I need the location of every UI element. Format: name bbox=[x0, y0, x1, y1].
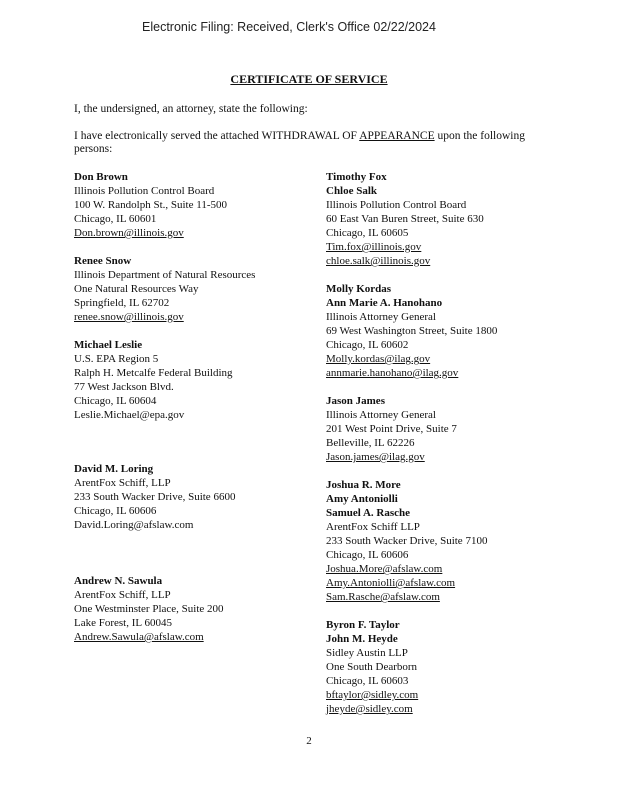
recipient-email-link[interactable]: Jason.james@ilag.gov bbox=[326, 451, 425, 463]
recipient-city: Chicago, IL 60604 bbox=[74, 395, 157, 407]
recipient-name: Samuel A. Rasche bbox=[326, 507, 411, 519]
recipient-name: David M. Loring bbox=[74, 463, 154, 475]
recipient-org: Illinois Attorney General bbox=[326, 311, 436, 323]
recipient-email-link[interactable]: Sam.Rasche@afslaw.com bbox=[326, 591, 440, 603]
recipient-address: One South Dearborn bbox=[326, 661, 418, 673]
recipients-right-column bbox=[326, 170, 586, 716]
recipient-city: Chicago, IL 60603 bbox=[326, 675, 409, 687]
recipient-email-link[interactable]: Tim.fox@illinois.gov bbox=[326, 241, 422, 253]
recipient-address: 77 West Jackson Blvd. bbox=[74, 381, 174, 393]
recipient-email-link[interactable]: chloe.salk@illinois.gov bbox=[326, 255, 431, 267]
recipient-city: Chicago, IL 60606 bbox=[74, 505, 157, 517]
service-statement bbox=[74, 130, 544, 156]
recipient-address: One Natural Resources Way bbox=[74, 283, 199, 295]
electronic-filing-stamp: Electronic Filing: Received, Clerk's Office 02/22/2024 bbox=[142, 20, 436, 34]
recipient-org: Sidley Austin LLP bbox=[326, 647, 408, 659]
recipient-email-link[interactable]: renee.snow@illinois.gov bbox=[74, 311, 184, 323]
recipient-name: Don Brown bbox=[74, 171, 128, 183]
recipient-address: 60 East Van Buren Street, Suite 630 bbox=[326, 213, 484, 225]
recipient-email-link[interactable]: Amy.Antoniolli@afslaw.com bbox=[326, 577, 456, 589]
service-text-underlined: APPEARANCE bbox=[359, 130, 435, 142]
service-text-after: upon the following persons: bbox=[74, 130, 526, 155]
recipient-email-link[interactable]: bftaylor@sidley.com bbox=[326, 689, 419, 701]
recipient-email-text: David.Loring@afslaw.com bbox=[74, 519, 194, 531]
recipient-org: Illinois Department of Natural Resources bbox=[74, 269, 256, 281]
recipient-org: ArentFox Schiff, LLP bbox=[74, 477, 171, 489]
recipient-email-text: Leslie.Michael@epa.gov bbox=[74, 409, 185, 421]
recipient-city: Chicago, IL 60606 bbox=[326, 549, 409, 561]
recipient-name: Joshua R. More bbox=[326, 479, 401, 491]
recipient-org: ArentFox Schiff, LLP bbox=[74, 589, 171, 601]
recipient-block-more-antoniolli-rasche bbox=[326, 478, 586, 618]
service-text-before: I have electronically served the attached WITHDRAWAL OF bbox=[74, 130, 360, 142]
recipient-name: John M. Heyde bbox=[326, 633, 398, 645]
recipient-name: Chloe Salk bbox=[326, 185, 378, 197]
recipient-block-david-loring bbox=[74, 462, 314, 574]
recipient-name: Jason James bbox=[326, 395, 385, 407]
intro-statement: I, the undersigned, an attorney, state the following: bbox=[74, 103, 308, 115]
recipient-org: Illinois Pollution Control Board bbox=[326, 199, 467, 211]
recipients-left-column bbox=[74, 170, 314, 644]
recipient-name: Michael Leslie bbox=[74, 339, 143, 351]
recipient-email-link[interactable]: annmarie.hanohano@ilag.gov bbox=[326, 367, 459, 379]
recipient-city: Chicago, IL 60601 bbox=[74, 213, 157, 225]
recipient-address: 201 West Point Drive, Suite 7 bbox=[326, 423, 457, 435]
recipient-block-jason-james bbox=[326, 394, 586, 478]
recipient-org: ArentFox Schiff LLP bbox=[326, 521, 420, 533]
recipient-block-andrew-sawula bbox=[74, 574, 314, 644]
recipient-org: U.S. EPA Region 5 bbox=[74, 353, 159, 365]
recipient-address: One Westminster Place, Suite 200 bbox=[74, 603, 224, 615]
page-number: 2 bbox=[306, 735, 312, 747]
recipient-address: 233 South Wacker Drive, Suite 6600 bbox=[74, 491, 236, 503]
recipient-block-michael-leslie bbox=[74, 338, 314, 462]
recipient-name: Molly Kordas bbox=[326, 283, 392, 295]
recipient-block-renee-snow bbox=[74, 254, 314, 338]
recipient-org: Illinois Attorney General bbox=[326, 409, 436, 421]
recipient-city: Belleville, IL 62226 bbox=[326, 437, 415, 449]
recipient-email-link[interactable]: Andrew.Sawula@afslaw.com bbox=[74, 631, 204, 643]
recipient-address: 100 W. Randolph St., Suite 11-500 bbox=[74, 199, 227, 211]
recipient-name: Ann Marie A. Hanohano bbox=[326, 297, 443, 309]
recipient-org: Illinois Pollution Control Board bbox=[74, 185, 215, 197]
recipient-email-link[interactable]: Don.brown@illinois.gov bbox=[74, 227, 184, 239]
recipient-building: Ralph H. Metcalfe Federal Building bbox=[74, 367, 233, 379]
recipient-name: Amy Antoniolli bbox=[326, 493, 398, 505]
recipient-block-taylor-heyde bbox=[326, 618, 586, 716]
recipient-name: Renee Snow bbox=[74, 255, 132, 267]
recipient-city: Lake Forest, IL 60045 bbox=[74, 617, 172, 629]
recipient-city: Chicago, IL 60602 bbox=[326, 339, 409, 351]
recipient-address: 69 West Washington Street, Suite 1800 bbox=[326, 325, 498, 337]
recipient-city: Springfield, IL 62702 bbox=[74, 297, 170, 309]
recipient-block-kordas-hanohano bbox=[326, 282, 586, 394]
recipient-name: Andrew N. Sawula bbox=[74, 575, 163, 587]
recipient-name: Timothy Fox bbox=[326, 171, 387, 183]
document-title: CERTIFICATE OF SERVICE bbox=[230, 72, 388, 86]
recipient-email-link[interactable]: Joshua.More@afslaw.com bbox=[326, 563, 443, 575]
recipient-block-don-brown bbox=[74, 170, 314, 254]
recipient-email-link[interactable]: jheyde@sidley.com bbox=[326, 703, 413, 715]
recipient-city: Chicago, IL 60605 bbox=[326, 227, 409, 239]
recipient-email-link[interactable]: Molly.kordas@ilag.gov bbox=[326, 353, 431, 365]
recipient-address: 233 South Wacker Drive, Suite 7100 bbox=[326, 535, 488, 547]
recipient-block-fox-salk bbox=[326, 170, 586, 282]
recipient-name: Byron F. Taylor bbox=[326, 619, 400, 631]
